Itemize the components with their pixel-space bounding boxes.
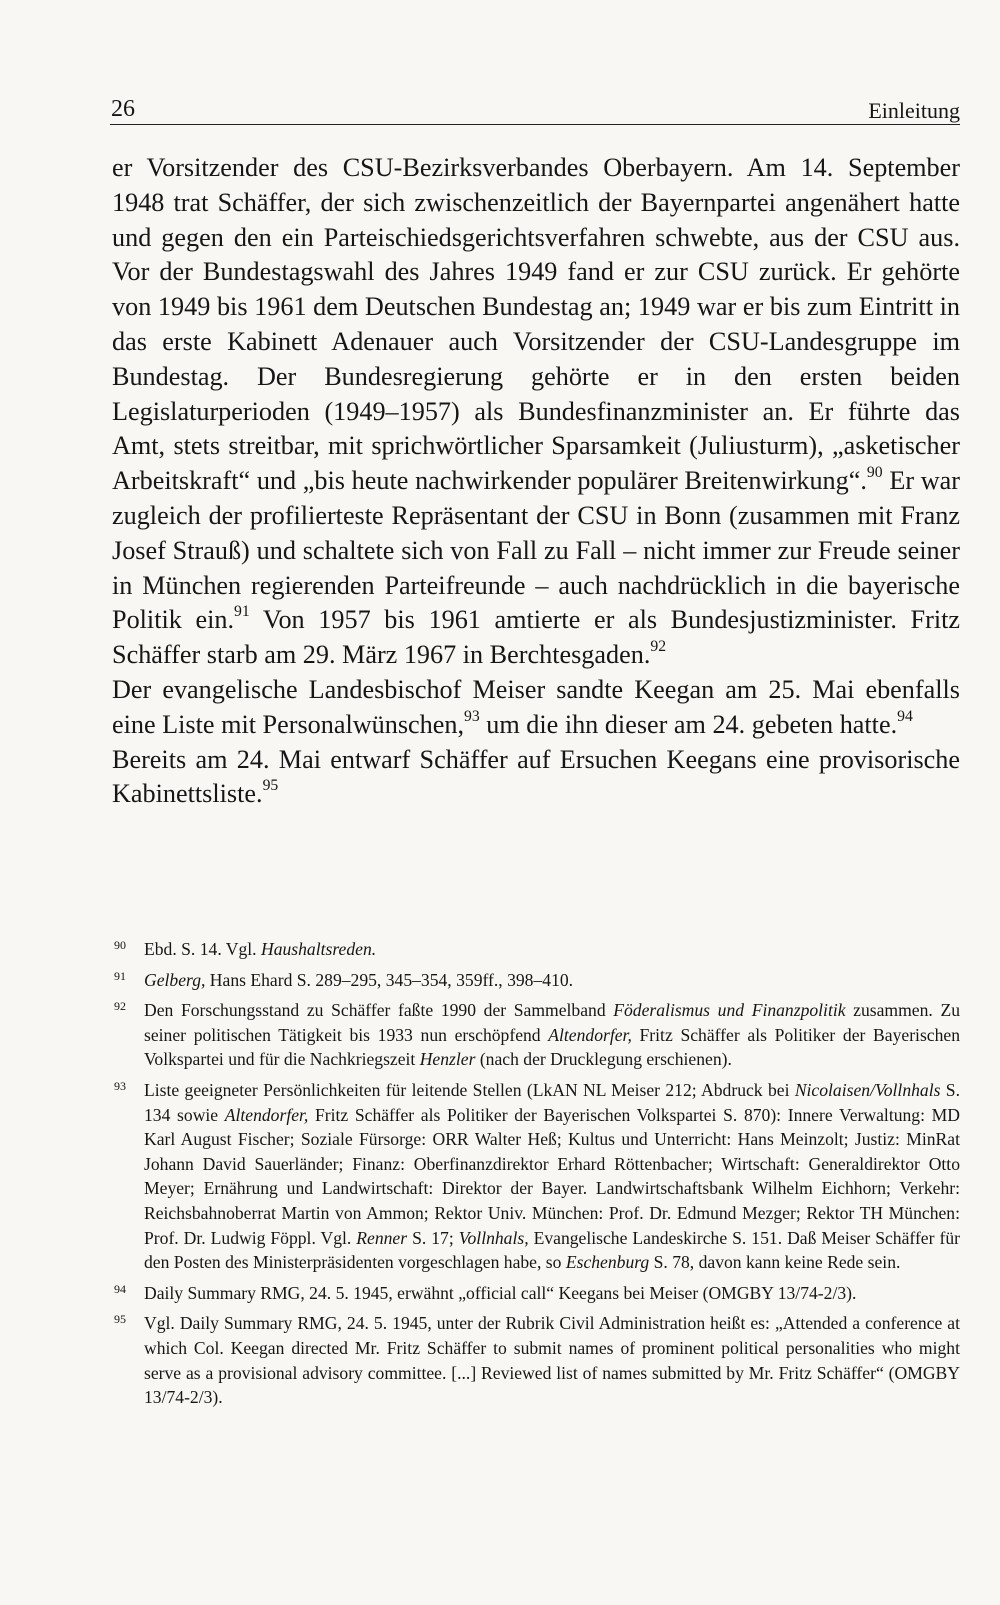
footnote-text: S. 17; xyxy=(407,1227,459,1248)
footnote-text: zusammen. Zu seiner politischen Tätigkeit bis 1933 nun erschöpfend xyxy=(144,1000,960,1045)
footnote-text: Fritz Schäffer als Politiker der Bayerischen Volkspartei und für die Nachkriegszeit xyxy=(144,1024,961,1070)
footnote-italic: Renner xyxy=(356,1227,408,1248)
footnote-number: 92 xyxy=(114,999,126,1014)
footnote-text: Daily Summary RMG, 24. 5. 1945, erwähnt „official call“ Keegans bei Meiser (OMGBY 13/74-2/3). xyxy=(144,1282,857,1303)
paragraph-2 xyxy=(112,673,960,743)
footnote-text: Liste geeigneter Persönlichkeiten für leitende Stellen (LkAN NL Meiser 212; Abdruck bei xyxy=(144,1079,795,1100)
footnote-number: 94 xyxy=(114,1281,126,1296)
footnote-italic: Gelberg, xyxy=(144,969,206,990)
paragraph-text: Er war zugleich der profilierteste Repräsentant der CSU in Bonn (zusammen mit Franz Josef Strauß) und schaltete sich von Fall zu Fall – nicht immer zur Freude seiner in München regierenden Parteifreunde – auch nachdrücklich in die bayerische Politik ein. xyxy=(112,466,960,635)
paragraph-text: um die ihn dieser am 24. gebeten hatte. xyxy=(479,709,898,739)
footnote-italic: Altendorfer, xyxy=(548,1024,632,1045)
footnote-ref: 95 xyxy=(262,777,279,795)
paragraph-text: er Vorsitzender des CSU-Bezirksverbandes Oberbayern. Am 14. September 1948 trat Schäffer, der sich zwischenzeitlich der Bayernpartei angenähert hatte und gegen den ein Parteischiedsgerichtsverfahren schwebte, aus der CSU aus. Vor der Bundestagswahl des Jahres 1949 fand er zur CSU zurück. Er gehörte von 1949 bis 1961 dem Deutschen Bundestag an; 1949 war er bis zum Eintritt in das erste Kabinett Adenauer auch Vorsitzender der CSU-Landesgruppe im Bundestag. Der Bundesregierung gehörte er in den ersten beiden Legislaturperioden (1949–1957) als Bundesfinanzminister an. Er führte das Amt, stets streitbar, mit sprichwörtlicher Sparsamkeit (Juliusturm), „asketischer Arbeitskraft“ und „bis heute nachwirkender populärer Breitenwirkung“. xyxy=(112,153,960,496)
footnote-91 xyxy=(112,968,960,993)
footnote-93 xyxy=(112,1078,960,1275)
paragraph-text: Bereits am 24. Mai entwarf Schäffer auf Ersuchen Keegans eine provisorische Kabinettsliste. xyxy=(112,744,960,809)
paragraph-1 xyxy=(112,151,960,673)
paragraph-text: Der evangelische Landesbischof Meiser sandte Keegan am 25. Mai ebenfalls eine Liste mit Personalwünschen, xyxy=(112,674,960,739)
footnote-ref: 93 xyxy=(464,707,480,725)
footnote-text: Den Forschungsstand zu Schäffer faßte 1990 der Sammelband xyxy=(144,1000,614,1021)
footnote-number: 91 xyxy=(114,968,126,983)
footnote-italic: Vollnhals, xyxy=(458,1227,529,1248)
footnote-90 xyxy=(112,937,960,962)
footnote-text: Hans Ehard S. 289–295, 345–354, 359ff., 398–410. xyxy=(205,969,574,990)
footnote-ref: 92 xyxy=(650,638,667,656)
footnote-italic: Eschenburg xyxy=(565,1252,650,1273)
footnote-number: 90 xyxy=(114,938,126,952)
page-number: 26 xyxy=(111,96,135,122)
footnote-94 xyxy=(112,1281,960,1306)
footnote-95 xyxy=(112,1311,960,1409)
footnote-italic: Henzler xyxy=(419,1049,476,1070)
footnote-italic: Haushaltsreden. xyxy=(260,939,377,959)
paragraph-text: Von 1957 bis 1961 amtierte er als Bundesjustizminister. Fritz Schäffer starb am 29. März 1967 in Berchtesgaden. xyxy=(112,605,960,670)
paragraph-3 xyxy=(112,743,960,813)
footnote-text: S. 78, davon kann keine Rede sein. xyxy=(649,1252,901,1273)
footnote-ref: 90 xyxy=(866,464,883,482)
footnote-text: Vgl. Daily Summary RMG, 24. 5. 1945, unter der Rubrik Civil Administration heißt es: „Attended a conference at which Col. Keegan directed Mr. Fritz Schäffer to submit names of prominent political personalities who might serve as a provisional advisory committee. [...] Reviewed list of names submitted by Mr. Fritz Schäffer“ (OMGBY 13/74-2/3). xyxy=(144,1313,960,1408)
page-header xyxy=(110,92,960,125)
footnote-text: Ebd. S. 14. Vgl. xyxy=(144,939,261,959)
footnote-italic: Nicolaisen/Vollnhals xyxy=(794,1079,941,1100)
footnote-92 xyxy=(112,998,960,1072)
footnote-text: S. 134 sowie xyxy=(144,1079,960,1125)
running-title: Einleitung xyxy=(868,98,960,123)
footnote-number: 95 xyxy=(114,1312,126,1327)
footnote-italic: Föderalismus und Finanzpolitik xyxy=(613,1000,846,1021)
footnote-text: (nach der Drucklegung erschienen). xyxy=(475,1049,732,1070)
footnote-italic: Altendorfer, xyxy=(224,1104,309,1125)
footnote-ref: 91 xyxy=(234,603,250,621)
footnote-text: Evangelische Landeskirche S. 151. Daß Meiser Schäffer für den Posten des Ministerpräsidenten vorgeschlagen habe, so xyxy=(144,1227,960,1273)
main-text xyxy=(112,151,960,812)
footnote-ref: 94 xyxy=(897,707,913,725)
footnote-number: 93 xyxy=(114,1078,126,1093)
footnote-text: Fritz Schäffer als Politiker der Bayerischen Volkspartei S. 870): Innere Verwaltung: MD Karl August Fischer; Soziale Fürsorge: ORR Walter Heß; Kultus und Unterricht: Hans Meinzolt; Justiz: MinRat Johann David Sauerländer; Finanz: Oberfinanzdirektor Erhard Röttenbacher; Wirtschaft: Generaldirektor Otto Meyer; Ernährung und Landwirtschaft: Direktor der Bayer. Landwirtschaftsbank Wilhelm Eichhorn; Verkehr: Reichsbahnoberrat Martin von Ammon; Rektor Univ. München: Prof. Dr. Edmund Mezger; Rektor TH München: Prof. Dr. Ludwig Föppl. Vgl. xyxy=(144,1104,960,1248)
footnotes xyxy=(112,937,960,1416)
